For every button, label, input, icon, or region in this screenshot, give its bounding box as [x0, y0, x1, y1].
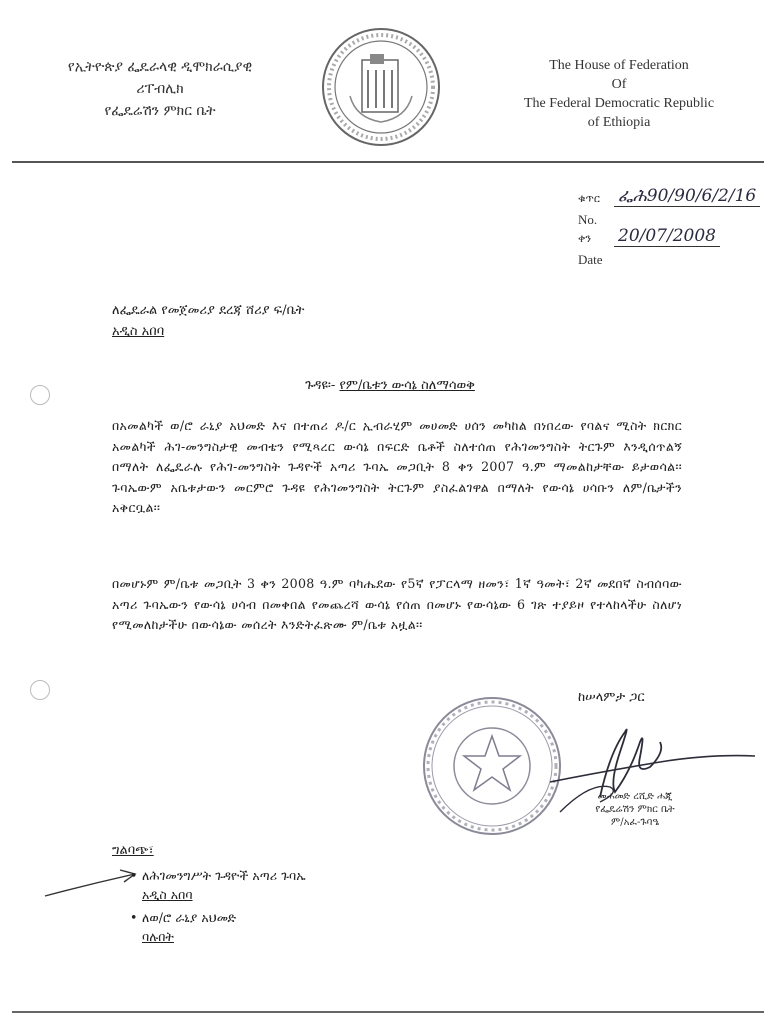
- recipient-name: ለፌዴራል የመጀመሪያ ደረጃ ሸሪያ ፍ/ቤት: [112, 303, 305, 318]
- emblem-seal-icon: [320, 26, 442, 148]
- letterhead-en-line-1: The House of Federation: [549, 58, 689, 73]
- header-divider: [12, 161, 764, 163]
- cc-label: ግልባጭ፣: [112, 843, 154, 858]
- cc-item-line: ለሕገመንግሥት ጉዳዮች አጣሪ ጉባኤ: [142, 868, 306, 883]
- cc-item-sub: አዲስ አበባ: [142, 887, 193, 902]
- letterhead-en-line-3: The Federal Democratic Republic: [523, 96, 715, 111]
- letterhead-en-line-4: of Ethiopia: [587, 115, 651, 130]
- subject-line: [230, 378, 550, 393]
- cc-item-line: ለወ/ሮ ራኒያ አህመድ: [142, 910, 237, 925]
- punch-hole: [30, 680, 50, 700]
- ref-date-label-am: ቀን: [578, 232, 592, 245]
- signer-org: የፌዴሬሽን ምክር ቤት: [595, 804, 675, 815]
- cc-list: [112, 866, 306, 950]
- ref-number-value: ፌሕ90/90/6/2/16: [614, 186, 760, 207]
- ref-date-label-en: Date: [578, 252, 603, 267]
- closing-salutation: ከሠላምታ ጋር: [578, 690, 645, 705]
- signer-title: ም/አፈ-ጉባዔ: [610, 817, 660, 828]
- ref-number-label-en: No.: [578, 212, 598, 227]
- signer-name: መሐመድ ረሺድ ሐጂ: [597, 791, 673, 802]
- amharic-letterhead: [30, 56, 290, 122]
- list-item: [112, 866, 306, 904]
- body-paragraph-2: በመሆኑም ም/ቤቱ መጋቢት 3 ቀን 2008 ዓ.ም ባካሔደው የ5ኛ የፓርላማ ዘመን፣ 1ኛ ዓመት፣ 2ኛ መደበኛ ስብሰባው አጣሪ ጉባኤውን የውሳኔ ሀሳብ በመቀበል የመጨረሻ ውሳኔ የሰጠ በመሆኑ የውሳኔው 6 ገጽ ተያይዞ የተላከላችሁ ስለሆነ የሚመለከታችሁ በውሳኔው መሰረት እንድትፈጽሙ ም/ቤቱ አዟል፡፡: [112, 576, 682, 632]
- letterhead-am-line-2: ሪፐብሊክ: [136, 81, 184, 97]
- ref-number-label-am: ቁጥር: [578, 192, 600, 205]
- signer-block: [560, 790, 710, 829]
- bullet-icon: •: [130, 868, 138, 883]
- ref-date-value: 20/07/2008: [614, 226, 720, 247]
- letterhead-am-line-3: የፌዴሬሽን ምክር ቤት: [104, 103, 216, 119]
- bullet-icon: •: [130, 910, 138, 925]
- footer-divider: [12, 1011, 764, 1013]
- cc-item-sub: ባሉበት: [142, 929, 174, 944]
- reference-block: [578, 186, 758, 270]
- recipient-block: [112, 300, 304, 342]
- punch-hole: [30, 385, 50, 405]
- subject-label: ጉዳዩ፡-: [305, 378, 336, 393]
- letterhead-am-line-1: የኢትዮጵያ ፌዴራላዊ ዲሞክራሲያዊ: [67, 59, 253, 75]
- body-paragraph-1: በአመልካች ወ/ሮ ራኒያ አህመድ እና በተጠሪ ዶ/ር ኢብራሂም መሀመድ ሀሰን መካከል በነበረው የባልና ሚስት ክርክር አመልካች ሕገ-መንግስታዊ መብቴን የሚጻረር ውሳኔ በፍርድ ቤቶች ስለተሰጠ የሕገመንግስት ትርጉም እንዲሰጥልኝ በማለት ለፌዴራሉ የሕገ-መንግስት ጉዳዮች አጣሪ ጉባኤ መጋቢት 8 ቀን 2007 ዓ.ም ማመልከታቸው ይታወሳል፡፡ ጉባኤውም አቤቱታውን መርምሮ ጉዳዩ የሕገመንግስት ትርጉም ያስፈልገዋል በማለት የውሳኔ ሀሳቡን ለም/ቤታችን አቅርቧል፡፡: [112, 418, 682, 515]
- subject-value: የም/ቤቱን ውሳኔ ስለማሳወቅ: [339, 378, 475, 393]
- letterhead-en-line-2: Of: [611, 77, 627, 92]
- recipient-city: አዲስ አበባ: [112, 324, 165, 339]
- list-item: [112, 908, 306, 946]
- english-letterhead: [488, 56, 750, 132]
